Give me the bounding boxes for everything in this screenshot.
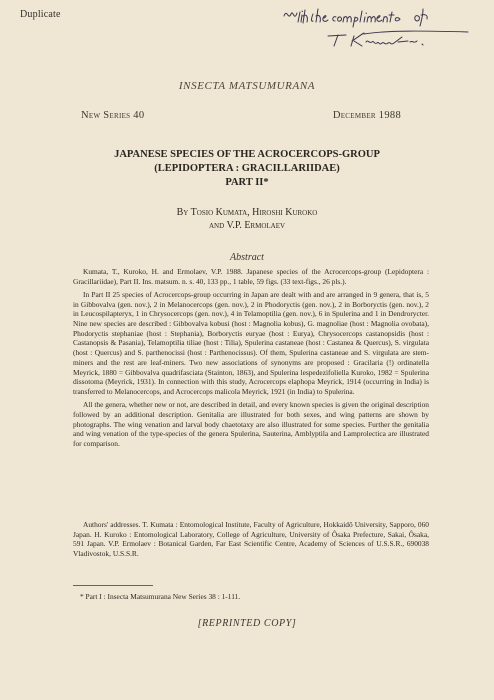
title-line-2: (LEPIDOPTERA : GRACILLARIIDAE)	[154, 163, 340, 174]
title-line-3: PART II*	[225, 177, 269, 188]
publication-date: December 1988	[332, 110, 401, 121]
footnote: * Part I : Insecta Matsumurana New Series 38 : 1-111.	[80, 592, 241, 601]
paper-title	[0, 148, 494, 190]
journal-name: INSECTA MATSUMURANA	[178, 80, 316, 92]
handwritten-inscription	[278, 6, 478, 50]
authors-line-2: and V.P. Ermolaev	[208, 220, 286, 231]
title-line-1: JAPANESE SPECIES OF THE ACROCERCOPS-GROUP	[114, 149, 380, 160]
addresses-paragraph: Authors' addresses. T. Kumata : Entomological Institute, Faculty of Agriculture, Hokkaidô University, Sapporo, 060 Japan. H. Kuroko : Entomological Laboratory, College of Agriculture, University of Ôsaka Prefecture, Sakai, Ôsaka, 591 Japan. V.P. Ermolaev : Botanical Garden, Far East Scientific Centre, Academy of Sciences of U.S.S.R., 690038 Vladivostok, U.S.S.R.	[73, 520, 429, 559]
footnote-divider	[73, 585, 153, 586]
series-number: New Series 40	[81, 110, 145, 121]
handwriting-signature	[278, 6, 478, 50]
abstract-body	[73, 267, 429, 452]
duplicate-stamp: Duplicate	[20, 9, 61, 20]
authors-line-1: By Tosio Kumata, Hiroshi Kuroko	[176, 207, 318, 218]
abstract-paragraph: In Part II 25 species of Acrocercops-group occurring in Japan are dealt with and are arranged in 9 genera, that is, 5 in Gibbovalva (gen. nov.), 2 in Melanocercops (gen. nov.), 2 in Phodoryctis (gen. nov.), 2 in Borboryctis (gen. nov.), 2 in Leucospilapteryx, 1 in Chrysocercops (gen. nov.), 4 in Telamoptilia (gen. nov.), 6 in Spulerina and 1 in Dendrorycter. Nine new species are described : Gibbovalva kobusi (host : Magnolia kobus), G. magnoliae (host : Magnolia ovobata), Phodoryctis stephaniae (host : Stephania), Borboryctis euryae (host : Eurya), Chrysocercops castanopsidis (host : Castanopsis & Pasania), Telamoptilia tiliae (host : Tilia), Spulerina castaneae (host : Castanea & Quercus), S. virgulata (host : Quercus) and S. parthenocissi (host : Parthenocissus). Of them, Spulerina castaneae and S. virgulata are stem-miners and the rest are leaf-miners. Two new associations of synonyms are proposed : Gracilaria (!) ordinatella Meyrick, 1880 = Gibbovalva quadrifasciata (Stainton, 1863), and Spulerina lespedezifoliella Kuroko, 1982 = Spulerina dissotoma (Meyrick, 1931). In connection with this study, Acrocercops elaphopa Meyrick, 1914 (occurring in India) is transferred to Melanocercops, and Acrocercops malicola Meyrick, 1921 (in India) to Spulerina.	[73, 289, 429, 396]
author-list	[0, 206, 494, 232]
abstract-paragraph: All the genera, whether new or not, are described in detail, and every known species is given the original description followed by an additional description. Genitalia are illustrated for both sexes, and wing patterns are shown by photographs. The wing venation and larval body chaetotaxy are also illustrated for some species. Further the genitalia and wing venation of the type-species of the genera Spulerina, Sauterina, Amblyptila and Lamprolectica are illustrated for comparison.	[73, 400, 429, 448]
abstract-heading: Abstract	[230, 252, 264, 263]
reprint-notice: [REPRINTED COPY]	[197, 618, 297, 629]
author-addresses	[73, 520, 429, 559]
citation-paragraph: Kumata, T., Kuroko, H. and Ermolaev, V.P. 1988. Japanese species of the Acrocercops-group (Lepidoptera : Gracillariidae), Part II. Ins. matsum. n. s. 40, 133 pp., 1 table, 59 figs. (33 text-figs., 26 pls.).	[73, 267, 429, 286]
